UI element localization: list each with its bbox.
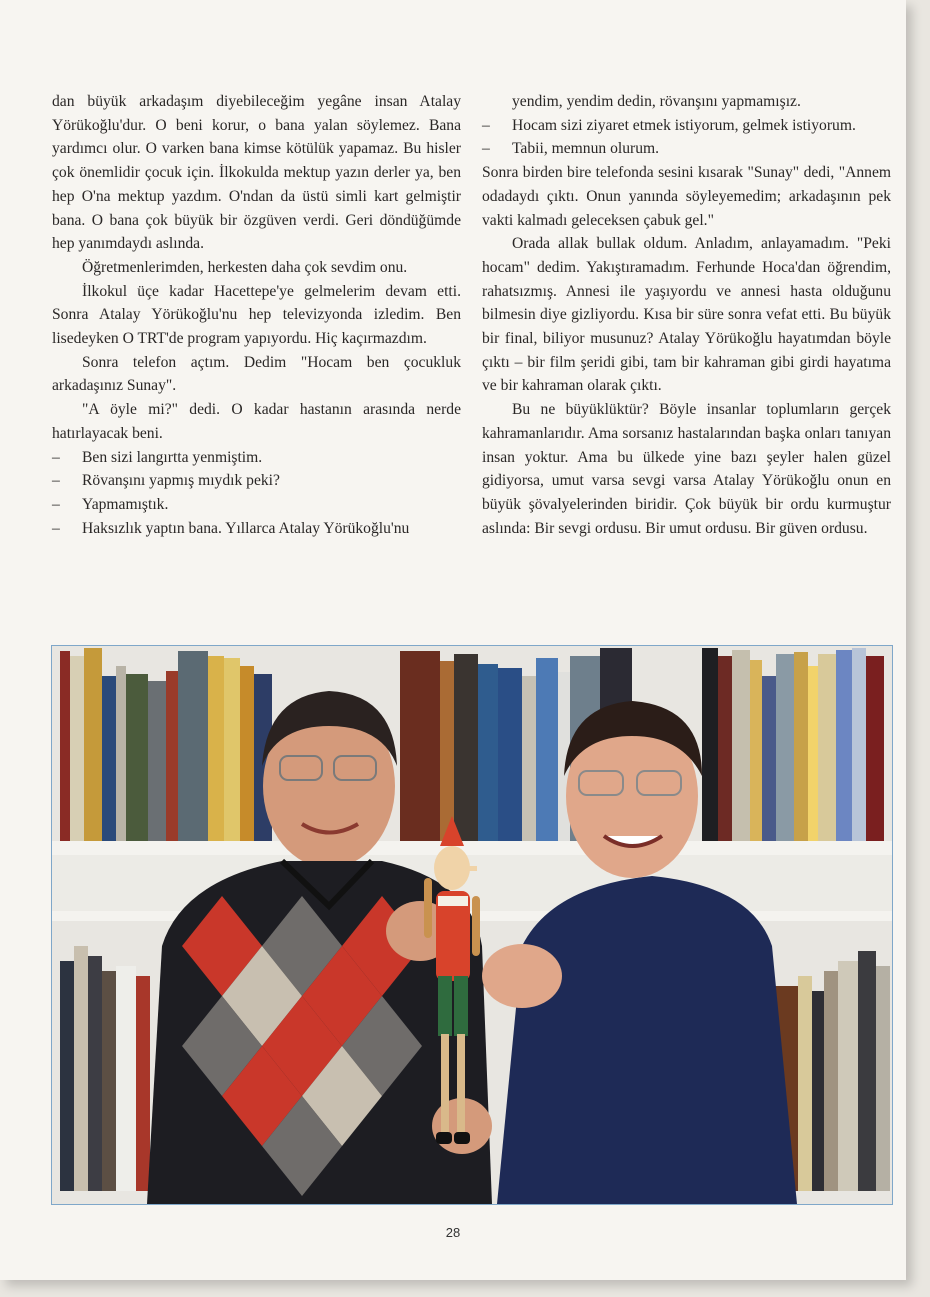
paragraph-1: dan büyük arkadaşım diyebileceğim yegâne insan Atalay Yörükoğlu'dur. O beni korur, o bana yalan söylemez. Bana yardımcı olur. O varken bana kimse kötülük yapamaz. Bu hisler çok önemlidir çocuk için. İlkokulda mektup yazın derler ya, ben hep O'na mektup yazdım. O'ndan da üstü simli kart gelmiştir bana. O bana çok büyük bir özgüven verdi. Geri döndüğümde hep yanımdaydı aslında. — [52, 93, 461, 253]
dialogue-line: – Yapmamıştık. — [52, 495, 169, 513]
paragraph-5: "A öyle mi?" dedi. O kadar hastanın arasında nerde hatırlayacak beni. — [52, 401, 461, 442]
shelf-board — [52, 841, 892, 855]
paragraph-6: Sonra birden bire telefonda sesini kısarak "Sunay" dedi, "Annem odadaydı çıktı. Onun yanında söyleyemedim; arkadaşının pek vakti kalmadı geleceksen çabuk gel." — [482, 164, 891, 229]
paragraph-4: Sonra telefon açtım. Dedim "Hocam ben çocukluk arkadaşınız Sunay". — [52, 353, 461, 395]
paragraph-8: Bu ne büyüklüktür? Böyle insanlar toplumların gerçek kahramanlarıdır. Ama sorsanız hastalarından başka onları tanıyan insan yoktur. Ama bu ülkede yine bazı şeyler halen güzel gidiyorsa, umut varsa sevgi varsa Atalay Yörükoğlu onun en büyük şövalyelerinden biridir. Çok büyük bir ordu kurmuştur aslında: Bir sevgi ordusu. Bir umut ordusu. Bir güven ordusu. — [482, 401, 891, 537]
dialogue-line: – Ben sizi langırtta yenmiştim. — [52, 448, 263, 466]
page-number: 28 — [445, 1225, 461, 1240]
dialogue-line: – Tabii, memnun olurum. — [482, 140, 660, 158]
paragraph-3: İlkokul üçe kadar Hacettepe'ye gelmelerim devam etti. Sonra Atalay Yörükoğlu'nu hep televizyonda izledim. Ben lisedeyken O TRT'de program yapıyordu. Hiç kaçırmazdım. — [52, 282, 461, 348]
left-column — [52, 90, 461, 540]
right-column — [482, 90, 891, 540]
paragraph-7: Orada allak bullak oldum. Anladım, anlayamadım. "Peki hocam" dedim. Yakıştıramadım. Ferhunde Hoca'dan öğrendim, rahatsızmış. Annesi ile yaşıyordu ve annesi hasta olduğunu bilmesin diye gizliyordu. Kısa bir süre sonra vefat etti. Bu büyük bir final, biliyor musunuz? Atalay Yörükoğlu hayatımdan böyle çıktı – bir film şeridi gibi, tam bir kahraman gibi girdi hayatıma ve bir kahraman olarak çıktı. — [482, 235, 891, 395]
dialogue-line: – Rövanşını yapmış mıydık peki? — [52, 472, 280, 490]
dialogue-line: – Haksızlık yaptın bana. Yıllarca Atalay Yörükoğlu'nu — [52, 519, 410, 537]
continued-line: yendim, yendim dedin, rövanşını yapmamışız. — [512, 93, 801, 110]
photograph — [51, 645, 893, 1205]
photo-illustration — [52, 646, 892, 1204]
upper-books — [60, 648, 884, 841]
paragraph-2: Öğretmenlerimden, herkesten daha çok sevdim onu. — [82, 258, 408, 276]
dialogue-line: – Hocam sizi ziyaret etmek istiyorum, gelmek istiyorum. — [482, 116, 856, 134]
